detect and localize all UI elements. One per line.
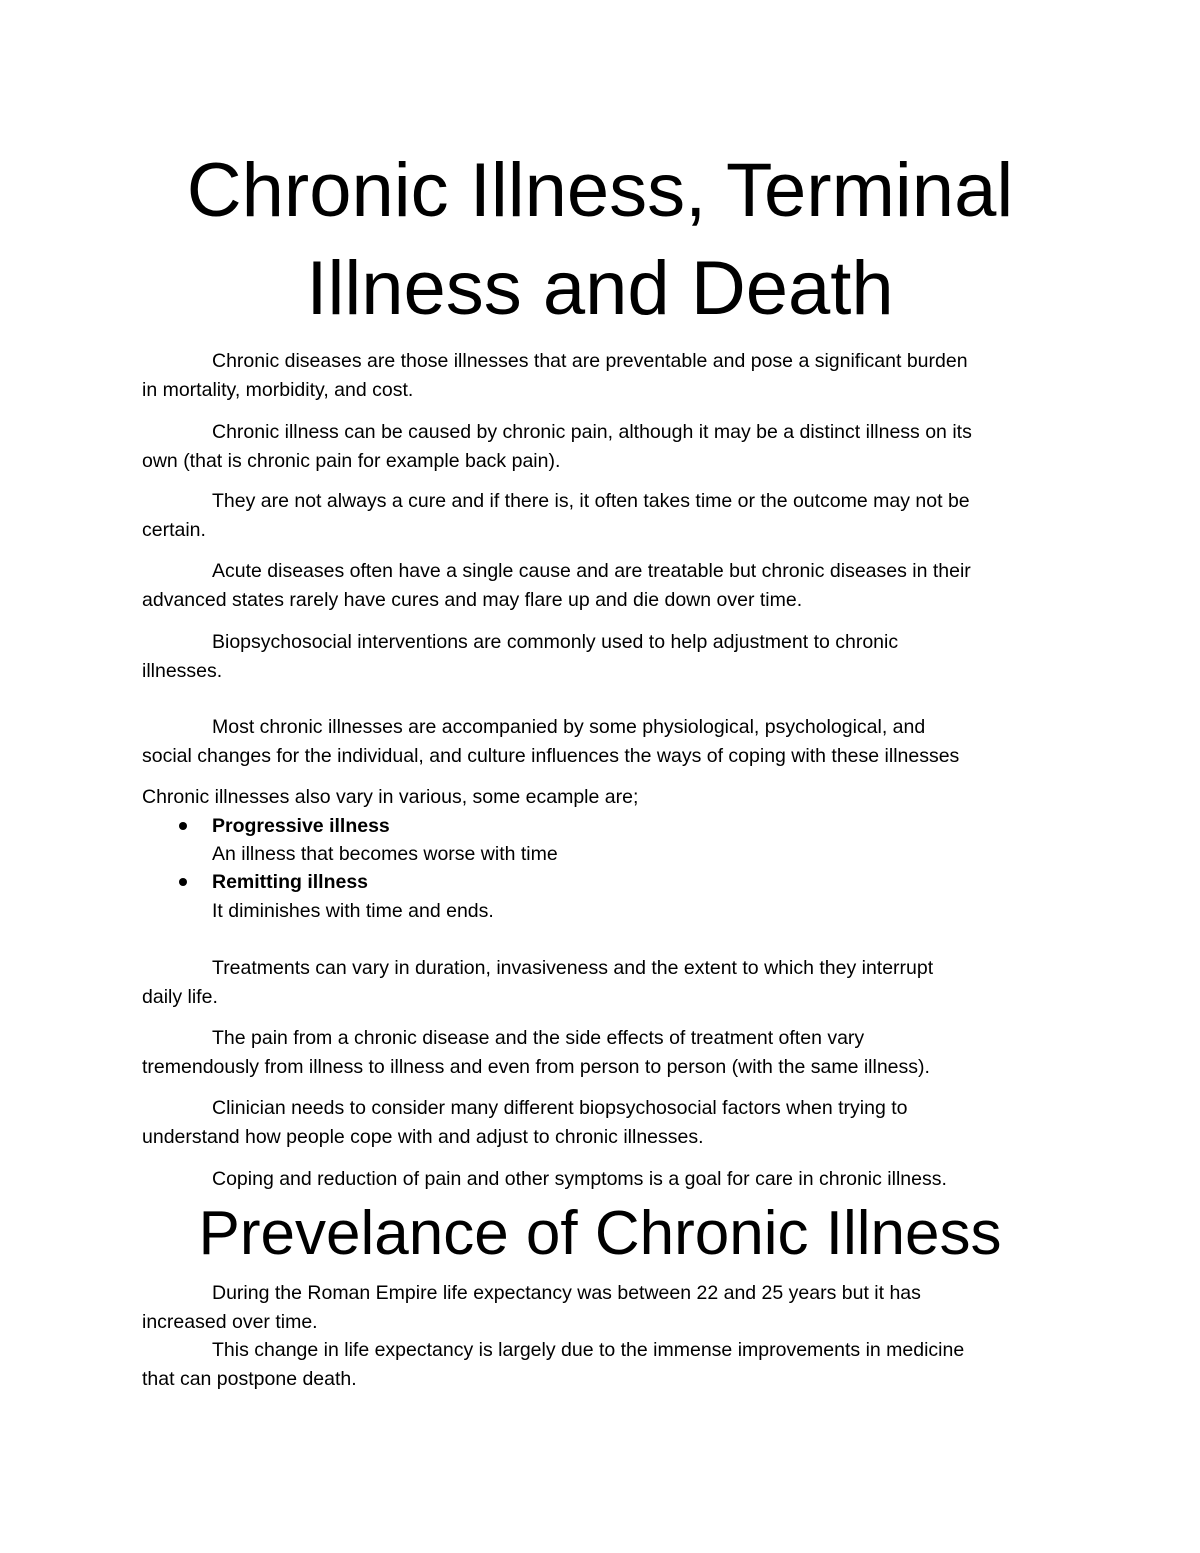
paragraph-line: daily life. <box>142 985 218 1008</box>
paragraph <box>142 628 1062 685</box>
paragraph <box>142 1094 1062 1151</box>
document-title-line-2: Illness and Death <box>306 246 894 331</box>
list-item-description: It diminishes with time and ends. <box>212 900 494 922</box>
paragraph-line: Clinician needs to consider many different biopsychosocial factors when trying to <box>212 1097 908 1119</box>
bullet-icon <box>179 822 187 830</box>
paragraph <box>142 1336 1062 1393</box>
paragraph <box>142 487 1062 544</box>
paragraph-line: During the Roman Empire life expectancy was between 22 and 25 years but it has <box>212 1282 921 1304</box>
paragraph-line: in mortality, morbidity, and cost. <box>142 378 414 401</box>
section-heading: Prevelance of Chronic Illness <box>198 1199 1002 1268</box>
paragraph-line: that can postpone death. <box>142 1367 357 1390</box>
paragraph <box>142 557 1062 614</box>
paragraph-line: Chronic illness can be caused by chronic pain, although it may be a distinct illness on its <box>212 421 972 443</box>
list-item-term: Progressive illness <box>212 815 390 837</box>
list-item-description: An illness that becomes worse with time <box>212 843 558 865</box>
paragraph-line: social changes for the individual, and culture influences the ways of coping with these illnesses <box>142 744 960 767</box>
paragraph <box>142 1279 1062 1336</box>
paragraph-line: This change in life expectancy is largely due to the immense improvements in medicine <box>212 1339 965 1361</box>
paragraph-line: Coping and reduction of pain and other symptoms is a goal for care in chronic illness. <box>212 1168 947 1190</box>
paragraph-line: Acute diseases often have a single cause and are treatable but chronic diseases in their <box>212 560 971 582</box>
paragraph-line: They are not always a cure and if there is, it often takes time or the outcome may not be <box>212 490 970 512</box>
paragraph-line: own (that is chronic pain for example back pain). <box>142 449 561 472</box>
bullet-icon <box>179 878 187 886</box>
paragraph <box>142 418 1062 475</box>
paragraph-line: certain. <box>142 518 206 541</box>
paragraph-line: Treatments can vary in duration, invasiveness and the extent to which they interrupt <box>212 957 934 979</box>
paragraph <box>142 347 1062 404</box>
paragraph-line: illnesses. <box>142 659 223 682</box>
paragraph <box>142 1024 1062 1081</box>
paragraph-line: Biopsychosocial interventions are commonly used to help adjustment to chronic <box>212 631 899 653</box>
paragraph <box>142 954 1062 1011</box>
paragraph-line: Chronic diseases are those illnesses that are preventable and pose a significant burden <box>212 350 968 372</box>
paragraph-line: tremendously from illness to illness and even from person to person (with the same illness). <box>142 1055 930 1078</box>
document-title-line-1: Chronic Illness, Terminal <box>186 148 1014 233</box>
list-intro: Chronic illnesses also vary in various, some ecample are; <box>142 786 639 808</box>
paragraph <box>142 713 1062 770</box>
paragraph-line: advanced states rarely have cures and may flare up and die down over time. <box>142 588 803 611</box>
list-item-term: Remitting illness <box>212 871 369 893</box>
paragraph-line: The pain from a chronic disease and the side effects of treatment often vary <box>212 1027 865 1049</box>
paragraph-line: Most chronic illnesses are accompanied by some physiological, psychological, and <box>212 716 926 738</box>
paragraph-line: understand how people cope with and adjust to chronic illnesses. <box>142 1125 704 1148</box>
paragraph-line: increased over time. <box>142 1310 318 1333</box>
